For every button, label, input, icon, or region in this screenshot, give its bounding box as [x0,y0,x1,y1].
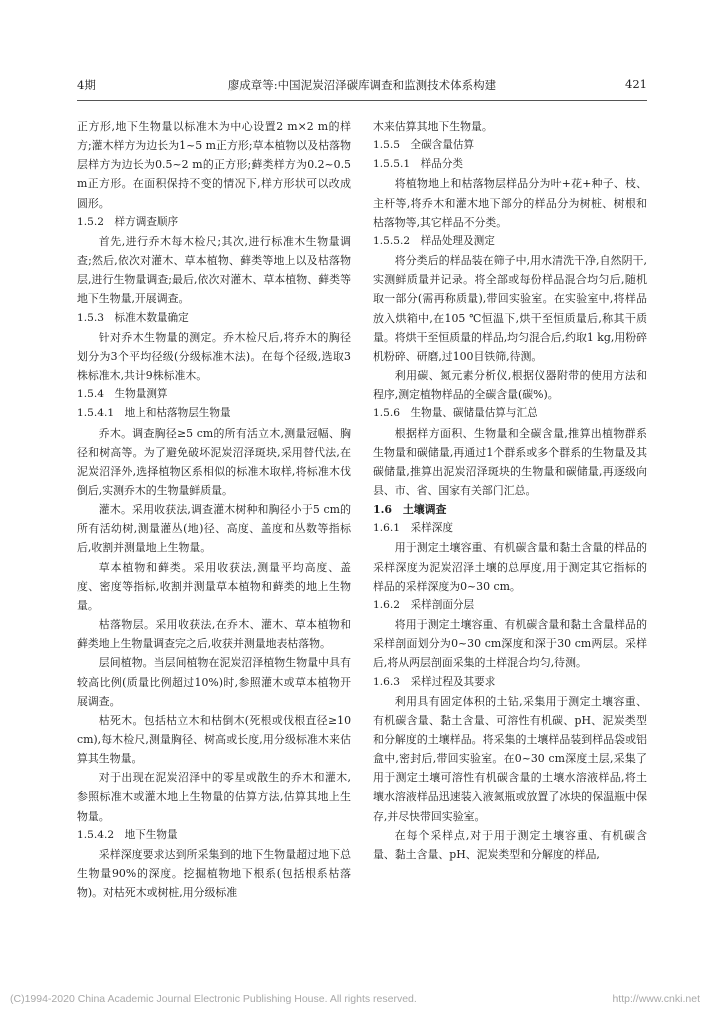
paragraph: 层间植物。当层间植物在泥炭沼泽植物生物量中具有较高比例(质量比例超过10%)时,参照灌木或草本植物开展调查。 [77,656,351,708]
paragraph: 将分类后的样品装在筛子中,用水清洗干净,自然阴干,实测鲜质量并记录。将全部或每份样品混合均匀后,随机取一部分(需再称质量),带回实验室。在实验室中,将样品放入烘箱中,在105 ℃恒温下,烘干至恒质量后,称其干质量。将烘干至恒质量的样品,均匀混合后,约取1 kg,用粉碎机粉碎、研磨,过100目铁筛,待测。 [373,254,647,363]
section-heading: 1.6.2 采样剖面分层 [373,598,475,611]
section-heading: 1.5.5 全碳含量估算 [373,139,475,152]
paragraph: 将用于测定土壤容重、有机碳含量和黏土含量样品的采样剖面划分为0~30 cm深度和深于30 cm两层。采样后,将从两层剖面采集的土样混合均匀,待测。 [373,618,647,670]
paragraph: 枯落物层。采用收获法,在乔木、灌木、草本植物和藓类地上生物量调查完之后,收获并测量地表枯落物。 [77,618,351,651]
issue-number: 4期 [77,78,96,92]
section-heading: 1.5.5.2 样品处理及测定 [373,234,495,247]
right-column [373,117,647,864]
paragraph: 灌木。采用收获法,调查灌木树种和胸径小于5 cm的所有活幼树,测量灌丛(地)径、高度、盖度和丛数等指标后,收割并测量地上生物量。 [77,503,351,555]
page-header [77,77,647,99]
paragraph: 利用碳、氮元素分析仪,根据仪器附带的使用方法和程序,测定植物样品的全碳含量(碳%)。 [373,369,647,402]
paragraph: 草本植物和藓类。采用收获法,测量平均高度、盖度、密度等指标,收割并测量草本植物和藓类的地上生物量。 [77,560,351,612]
paragraph: 采样深度要求达到所采集到的地下生物量超过地下总生物量90%的深度。挖掘植物地下根系(包括根系枯落物)。对枯死木或树桩,用分级标准 [77,847,351,900]
paragraph: 枯死木。包括枯立木和枯倒木(死根或伐根直径≥10 cm),每木检尺,测量胸径、树高或长度,用分级标准木来估算其生物量。 [77,713,351,766]
paragraph: 木来估算其地下生物量。 [373,120,493,133]
section-heading: 1.6 土壤调查 [373,503,447,517]
section-heading: 1.5.3 标准木数量确定 [77,311,189,324]
section-heading: 1.5.2 样方调查顺序 [77,215,179,228]
paragraph: 乔木。调查胸径≥5 cm的所有活立木,测量冠幅、胸径和树高等。为了避免破坏泥炭沼泽斑块,采用替代法,在泥炭沼泽外,选择植物区系相似的标准木取样,将标准木伐倒后,实测乔木的生物量鲜质量。 [77,426,351,497]
paragraph: 根据样方面积、生物量和全碳含量,推算出植物群系生物量和碳储量,再通过1个群系或多个群系的生物量及其碳储量,推算出泥炭沼泽斑块的生物量和碳储量,再逐级向县、市、省、国家有关部门汇总。 [373,426,647,497]
section-heading: 1.6.3 采样过程及其要求 [373,675,496,688]
section-heading: 1.5.4.1 地上和枯落物层生物量 [77,407,231,420]
header-rule [77,100,647,101]
paragraph: 针对乔木生物量的测定。乔木检尺后,将乔木的胸径划分为3个平均径级(分级标准木法)。在每个径级,选取3株标准木,共计9株标准木。 [77,330,351,383]
section-heading: 1.5.4 生物量测算 [77,388,168,401]
section-heading: 1.6.1 采样深度 [373,522,453,535]
paragraph: 在每个采样点,对于用于测定土壤容重、有机碳含量、黏土含量、pH、泥炭类型和分解度的样品, [373,828,647,861]
section-heading: 1.5.4.2 地下生物量 [77,828,178,841]
section-heading: 1.5.5.1 样品分类 [373,158,464,171]
paragraph: 首先,进行乔木每木检尺;其次,进行标准木生物量调查;然后,依次对灌木、草本植物、藓类等地上以及枯落物层,进行生物量调查;最后,依次对灌木、草本植物、藓类等地下生物量,开展调查。 [77,234,351,306]
paragraph: 用于测定土壤容重、有机碳含量和黏土含量的样品的采样深度为泥炭沼泽土壤的总厚度,用于测定其它指标的样品的采样深度为0~30 cm。 [373,541,647,593]
website-link[interactable]: http://www.cnki.net [612,993,700,1005]
paragraph: 正方形,地下生物量以标准木为中心设置2 m×2 m的样方;灌木样方为边长为1~5 m正方形;草本植物以及枯落物层样方为边长为0.5~2 m的正方形;藓类样方为0.2~0.5 m正方形。在面积保持不变的情况下,样方形状可以改成圆形。 [77,120,351,210]
section-heading: 1.5.6 生物量、碳储量估算与汇总 [373,407,538,420]
paragraph: 将植物地上和枯落物层样品分为叶+花+种子、枝、主杆等,将乔木和灌木地下部分的样品分为树桩、树根和枯落物等,其它样品不分类。 [373,177,647,229]
page-footer [10,993,700,1009]
running-title: 廖成章等:中国泥炭沼泽碳库调查和监测技术体系构建 [227,78,497,92]
left-column [77,117,351,902]
copyright-notice: (C)1994-2020 China Academic Journal Electronic Publishing House. All rights reserved. [10,993,417,1005]
paragraph: 对于出现在泥炭沼泽中的零星或散生的乔木和灌木,参照标准木或灌木地上生物量的估算方法,估算其地上生物量。 [77,771,351,823]
paragraph: 利用具有固定体积的土钻,采集用于测定土壤容重、有机碳含量、黏土含量、可溶性有机碳、pH、泥炭类型和分解度的土壤样品。将采集的土壤样品装到样品袋或铝盒中,密封后,带回实验室。在0~30 cm深度土层,采集了用于测定土壤可溶性有机碳含量的土壤水溶液样品,将土壤水溶液样品迅速装入液氮瓶或放置了冰块的保温瓶中保存,并尽快带回实验室。 [373,694,647,823]
page-number: 421 [625,77,647,91]
